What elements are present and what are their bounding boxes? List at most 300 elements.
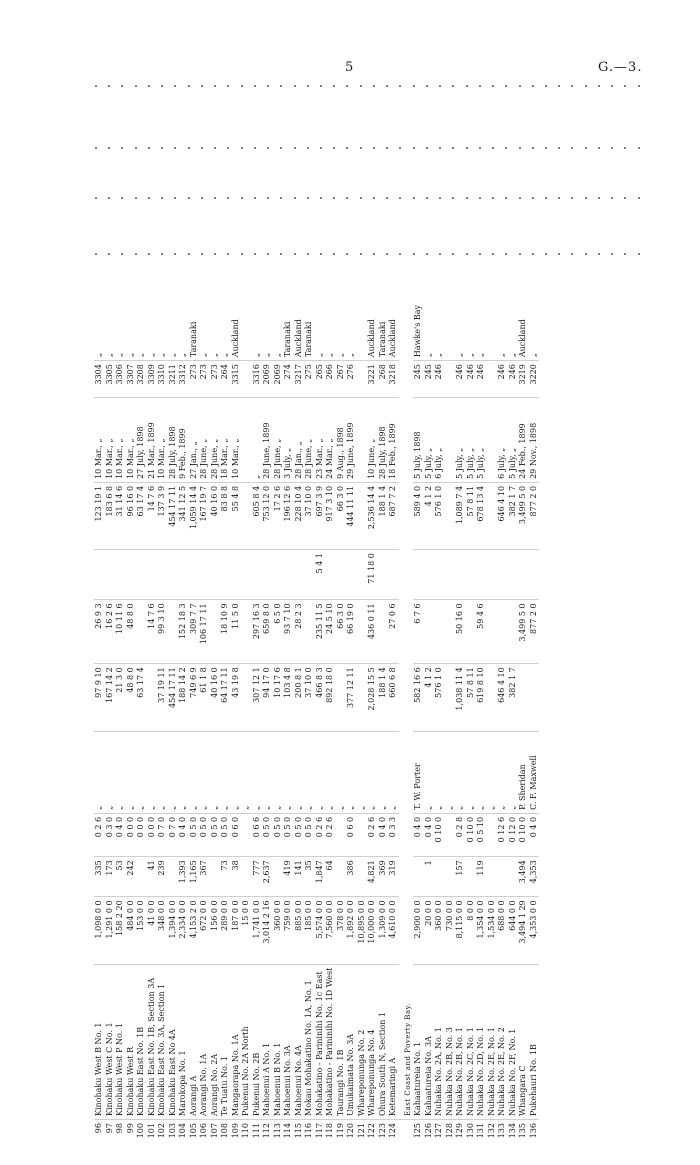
district-cell: „ [220, 352, 229, 358]
district-cell: Taranaki [304, 321, 313, 358]
balance-cell [147, 550, 158, 600]
dot [214, 147, 216, 149]
area-cell: 1,534 0 0 [487, 897, 498, 964]
share-area-cell: 0 6 0 [231, 813, 242, 856]
block-name-cell: Taurangi No. 1B [336, 964, 347, 1119]
table-row [199, 282, 210, 1142]
price-cell: 94 17 0 [262, 664, 273, 731]
share-area-cell: 0 4 0 [178, 813, 189, 856]
balance-cell [476, 550, 487, 600]
total-cell: 57 8 11 [466, 482, 477, 549]
price-cell: 1,038 11 4 [455, 664, 466, 731]
table-row [283, 282, 294, 1142]
balance-cell [231, 550, 242, 600]
dot [598, 85, 600, 87]
shares-cell: 777 [252, 857, 263, 897]
deed-number-cell: 246 [497, 361, 508, 398]
dot [505, 253, 507, 255]
table-row [497, 282, 508, 1142]
area-cell: 360 0 0 [273, 897, 284, 964]
dot [545, 147, 547, 149]
area-cell: 5,574 0 0 [315, 897, 326, 964]
dot [121, 147, 123, 149]
district-cell: „ [528, 352, 538, 358]
district-cell: Auckland [293, 319, 303, 358]
dot [174, 253, 176, 255]
dot [545, 197, 547, 199]
district-cell: „ [178, 352, 187, 358]
row-number-cell: 120 [346, 1120, 357, 1143]
district-cell: „ [104, 352, 114, 358]
table-row [136, 282, 147, 1142]
shares-cell [136, 857, 147, 897]
balance-cell [336, 550, 347, 600]
balance-cell [178, 550, 189, 600]
deed-number-cell: 267 [336, 361, 347, 398]
purchaser-cell: „ [210, 731, 221, 813]
shares-cell [241, 857, 252, 897]
dot [624, 197, 626, 199]
deed-number-cell: 274 [283, 361, 294, 398]
dot [413, 197, 415, 199]
dot [452, 253, 454, 255]
block-name-cell: Pukenui No. 2B [252, 964, 263, 1119]
balance-cell [283, 550, 294, 600]
purchaser-cell: „ [367, 731, 378, 813]
price-cell: 64 17 11 [220, 664, 231, 731]
dot [95, 253, 97, 255]
purchaser-cell: „ [178, 731, 189, 813]
date-cell: 5 July, „ [466, 397, 477, 482]
district-cell: „ [136, 352, 145, 358]
date-cell: 5 July, „ [424, 397, 435, 482]
price-cell: 4 1 2 [424, 664, 435, 731]
dot [254, 197, 256, 199]
deed-number-cell [357, 361, 368, 398]
district-cell: „ [262, 352, 271, 358]
dot [95, 85, 97, 87]
dot [386, 85, 388, 87]
share-area-cell: 0 4 0 [529, 813, 540, 856]
dot [201, 147, 203, 149]
dot [267, 253, 269, 255]
table-row [466, 282, 477, 1142]
area-cell: 41 0 0 [147, 897, 158, 964]
price-cell: 188 1 4 [378, 664, 389, 731]
block-name-cell: Marokopa No. 1 [178, 964, 189, 1119]
dot [307, 197, 309, 199]
table-row [357, 282, 368, 1142]
purchaser-cell: „ [455, 731, 466, 813]
district-cell: „ [125, 352, 135, 358]
shares-cell: 367 [199, 857, 210, 897]
deed-number-cell: 3305 [105, 361, 116, 398]
row-number-cell: 136 [529, 1120, 540, 1143]
district-cell: Auckland [518, 319, 527, 358]
dot [492, 253, 494, 255]
date-cell: 27 July, 1898 [136, 397, 147, 482]
paid-cell: 659 8 0 [262, 600, 273, 664]
deed-number-cell: 264 [220, 361, 231, 398]
dot [241, 197, 243, 199]
total-cell: 454 17 11 [168, 482, 179, 549]
paid-cell [378, 600, 389, 664]
area-cell: 156 0 0 [210, 897, 221, 964]
shares-cell: 4,353 [529, 857, 540, 897]
district-cell: „ [272, 352, 282, 358]
balance-cell [94, 550, 105, 600]
total-cell: 96 16 0 [126, 482, 137, 549]
paid-cell [466, 600, 477, 664]
paid-cell: 24 5 10 [325, 600, 336, 664]
dot [148, 85, 150, 87]
area-cell: 885 0 0 [294, 897, 305, 964]
dot [545, 253, 547, 255]
shares-cell [445, 857, 456, 897]
date-cell: 28 July, 1898 [378, 397, 389, 482]
date-cell: 5 July, 1898 [413, 397, 424, 482]
dot [241, 147, 243, 149]
share-area-cell: 0 5 10 [476, 813, 487, 856]
deed-number-cell: 2069 [273, 361, 284, 398]
balance-cell [294, 550, 305, 600]
purchaser-cell: C. F. Maxwell [529, 731, 540, 813]
district-cell: „ [157, 352, 166, 358]
deed-number-cell: 3219 [518, 361, 529, 398]
total-cell: 167 19 7 [199, 482, 210, 549]
dot [585, 253, 587, 255]
dot [346, 253, 348, 255]
paid-cell: 50 16 0 [455, 600, 466, 664]
district-cell: „ [94, 352, 103, 358]
purchaser-cell: „ [136, 731, 147, 813]
table-row [434, 282, 445, 1142]
total-cell: 228 10 4 [294, 482, 305, 549]
area-cell: 688 0 0 [497, 897, 508, 964]
share-area-cell [336, 813, 347, 856]
date-cell [445, 397, 456, 482]
dot [333, 253, 335, 255]
block-name-cell: Kinohaku East No. 1B [136, 964, 147, 1119]
shares-cell: 369 [378, 857, 389, 897]
block-name-cell: Mahoenui A No. 1 [262, 964, 273, 1119]
shares-cell: 1,847 [315, 857, 326, 897]
table-row [315, 282, 326, 1142]
balance-cell [497, 550, 508, 600]
share-area-cell: 0 10 0 [466, 813, 477, 856]
dot [439, 85, 441, 87]
dot [386, 253, 388, 255]
share-area-cell: 0 7 0 [168, 813, 179, 856]
area-cell: 1,892 0 0 [346, 897, 357, 964]
block-name-cell: Nuhaka No. 2C, No. 1 [466, 964, 477, 1119]
dot [505, 147, 507, 149]
dot [227, 147, 229, 149]
dot [241, 253, 243, 255]
table-row [455, 282, 466, 1142]
share-area-cell: 0 0 0 [147, 813, 158, 856]
date-cell [241, 397, 252, 482]
dot [492, 147, 494, 149]
table-row [294, 282, 305, 1142]
deed-number-cell: 2069 [262, 361, 273, 398]
dot-row [95, 147, 640, 150]
dot [505, 197, 507, 199]
dot [214, 253, 216, 255]
share-area-cell: 0 3 0 [105, 813, 116, 856]
deed-number-cell: 3306 [115, 361, 126, 398]
total-cell: 605 8 4 [252, 482, 263, 549]
total-cell: 83 8 8 [220, 482, 231, 549]
row-number-cell: 129 [455, 1120, 466, 1143]
purchaser-cell: „ [189, 731, 200, 813]
area-cell: 153 0 0 [136, 897, 147, 964]
dot [399, 85, 401, 87]
total-cell: 382 1 7 [508, 482, 519, 549]
row-number-cell: 126 [424, 1120, 435, 1143]
dot [373, 197, 375, 199]
balance-cell [346, 550, 357, 600]
area-cell: 4,353 0 0 [529, 897, 540, 964]
date-cell: 10 Mar., „ [231, 397, 242, 482]
purchaser-cell: P. Sheridan [518, 731, 529, 813]
row-number-cell: 128 [445, 1120, 456, 1143]
total-cell: 2,536 14 4 [367, 482, 378, 549]
balance-cell [304, 550, 315, 600]
date-cell: 28 Jan., „ [294, 397, 305, 482]
dot [307, 147, 309, 149]
purchaser-cell: „ [357, 731, 368, 813]
dot [571, 85, 573, 87]
deed-number-cell: 3307 [126, 361, 137, 398]
area-cell: 730 0 0 [445, 897, 456, 964]
district-cell: „ [251, 352, 261, 358]
shares-cell: 242 [126, 857, 137, 897]
purchaser-cell: „ [126, 731, 137, 813]
deed-number-cell: 3220 [529, 361, 540, 398]
dot [135, 253, 137, 255]
share-area-cell: 0 5 0 [283, 813, 294, 856]
row-number-cell: 131 [476, 1120, 487, 1143]
total-cell: 444 11 11 [346, 482, 357, 549]
block-name-cell: Mahoenui No. 4A [294, 964, 305, 1119]
dot [532, 85, 534, 87]
purchaser-cell: „ [252, 731, 263, 813]
dot [452, 85, 454, 87]
dot [201, 253, 203, 255]
price-cell: 576 1 0 [434, 664, 445, 731]
paid-cell: 3,499 5 0 [518, 600, 529, 664]
price-cell: 377 12 11 [346, 664, 357, 731]
block-name-cell: Aorangi No. 2A [210, 964, 221, 1119]
row-number-cell: 114 [283, 1120, 294, 1143]
total-cell [487, 482, 498, 549]
dot [439, 253, 441, 255]
date-cell: 18 Feb., 1899 [388, 397, 399, 482]
share-area-cell: 0 2 6 [367, 813, 378, 856]
dot [452, 197, 454, 199]
dot [624, 85, 626, 87]
paid-cell [168, 600, 179, 664]
share-area-cell: 0 0 0 [126, 813, 137, 856]
paid-cell: 26 9 3 [94, 600, 105, 664]
purchaser-cell: „ [336, 731, 347, 813]
purchaser-cell: „ [199, 731, 210, 813]
area-cell: 185 0 0 [304, 897, 315, 964]
area-cell: 2,900 0 0 [413, 897, 424, 964]
date-cell: 18 Mar., „ [220, 397, 231, 482]
row-number-cell: 112 [262, 1120, 273, 1143]
share-area-cell: 0 2 6 [94, 813, 105, 856]
row-number-cell: 107 [210, 1120, 221, 1143]
total-cell: 14 7 6 [147, 482, 158, 549]
share-area-cell [357, 813, 368, 856]
paid-cell [445, 600, 456, 664]
dot [439, 197, 441, 199]
block-name-cell: Kinohaku West R [126, 964, 137, 1119]
dot [558, 147, 560, 149]
paid-cell: 48 8 0 [126, 600, 137, 664]
district-cell: „ [455, 352, 464, 358]
table-row [388, 282, 399, 1142]
district-cell: „ [346, 352, 355, 358]
dot [585, 85, 587, 87]
area-cell: 1,098 0 0 [94, 897, 105, 964]
dot [346, 197, 348, 199]
purchaser-cell: „ [273, 731, 284, 813]
price-cell: 749 6 9 [189, 664, 200, 731]
price-cell: 57 8 11 [466, 664, 477, 731]
date-cell: 24 Feb., 1899 [518, 397, 529, 482]
row-number-cell: 110 [241, 1120, 252, 1143]
row-number-cell: 96 [94, 1120, 105, 1143]
block-name-cell: Umukaimata No. 3A [346, 964, 357, 1119]
purchaser-cell: „ [315, 731, 326, 813]
balance-cell [434, 550, 445, 600]
paid-cell: 309 7 7 [189, 600, 200, 664]
paid-cell: 99 3 10 [157, 600, 168, 664]
share-area-cell: 0 4 0 [413, 813, 424, 856]
district-cell: „ [423, 352, 433, 358]
row-number-cell: 123 [378, 1120, 389, 1143]
dot [346, 147, 348, 149]
dot [624, 253, 626, 255]
date-cell: 9 Feb., 1899 [178, 397, 189, 482]
dot [373, 85, 375, 87]
purchaser-cell: „ [445, 731, 456, 813]
district-cell [487, 282, 498, 361]
dot [386, 197, 388, 199]
price-cell: 61 1 8 [199, 664, 210, 731]
balance-cell [126, 550, 137, 600]
row-number-cell: 117 [315, 1120, 326, 1143]
balance-cell [262, 550, 273, 600]
date-cell: 28 June, „ [199, 397, 210, 482]
district-cell: „ [314, 352, 324, 358]
dot [161, 85, 163, 87]
paid-cell: 152 18 3 [178, 600, 189, 664]
dot [492, 197, 494, 199]
dot [320, 147, 322, 149]
block-name-cell: Te Tuatu No. 1 [220, 964, 231, 1119]
row-number-cell: 119 [336, 1120, 347, 1143]
total-cell: 877 2 0 [529, 482, 540, 549]
share-area-cell: 0 5 0 [199, 813, 210, 856]
deed-number-cell: 246 [455, 361, 466, 398]
dot [598, 197, 600, 199]
shares-cell: 119 [476, 857, 487, 897]
deed-number-cell: 3304 [94, 361, 105, 398]
purchaser-cell: „ [231, 731, 242, 813]
deed-number-cell: 246 [476, 361, 487, 398]
district-cell: „ [476, 352, 485, 358]
page-number: 5 [345, 60, 354, 75]
dot [294, 253, 296, 255]
area-cell: 378 0 0 [336, 897, 347, 964]
dot [466, 147, 468, 149]
block-name-cell: Aorangi A [189, 964, 200, 1119]
share-area-cell: 0 3 3 [388, 813, 399, 856]
purchaser-cell: „ [220, 731, 231, 813]
block-name-cell: Mangaorapa No. 1A [231, 964, 242, 1119]
table-row [273, 282, 284, 1142]
balance-cell [378, 550, 389, 600]
date-cell: 5 July, „ [508, 397, 519, 482]
date-cell: 10 June, „ [367, 397, 378, 482]
row-number-cell: 115 [294, 1120, 305, 1143]
share-area-cell: 0 10 0 [434, 813, 445, 856]
share-area-cell: 0 5 0 [304, 813, 315, 856]
dot [426, 85, 428, 87]
dot [254, 253, 256, 255]
paid-cell [304, 600, 315, 664]
district-cell: „ [146, 352, 156, 358]
area-cell: 1,354 0 0 [476, 897, 487, 964]
block-name-cell: Kinohaku West P No. 1 [115, 964, 126, 1119]
rotated-table-wrapper [94, 282, 642, 1142]
dot [479, 197, 481, 199]
purchaser-cell: „ [325, 731, 336, 813]
shares-cell [168, 857, 179, 897]
deed-number-cell: 3316 [252, 361, 263, 398]
block-name-cell: Mokau Mohakatino No. 1A, No. 1 [304, 964, 315, 1119]
dot [148, 253, 150, 255]
dot [386, 147, 388, 149]
area-cell: 10,000 0 0 [367, 897, 378, 964]
shares-cell: 3,494 [518, 857, 529, 897]
date-cell: 28 July, 1898 [168, 397, 179, 482]
paid-cell: 10 11 6 [115, 600, 126, 664]
dot [479, 253, 481, 255]
paid-cell: 27 0 6 [388, 600, 399, 664]
district-cell: Taranaki [283, 321, 292, 358]
block-name-cell: Kinohaku East No 4A [168, 964, 179, 1119]
section-heading-row [399, 282, 414, 1142]
total-cell: 678 13 4 [476, 482, 487, 549]
date-cell: 10 Mar., „ [94, 397, 105, 482]
row-number-cell: 104 [178, 1120, 189, 1143]
deed-number-cell: 276 [346, 361, 357, 398]
price-cell: 582 16 6 [413, 664, 424, 731]
paid-cell: 66 19 0 [346, 600, 357, 664]
dot [280, 147, 282, 149]
document-reference: G.—3. [598, 60, 643, 75]
block-name-cell: Kahaatureia No. 3A [424, 964, 435, 1119]
dot [505, 85, 507, 87]
district-cell: „ [335, 352, 345, 358]
area-cell: 1,291 0 0 [105, 897, 116, 964]
date-cell: 29 June, 1899 [346, 397, 357, 482]
